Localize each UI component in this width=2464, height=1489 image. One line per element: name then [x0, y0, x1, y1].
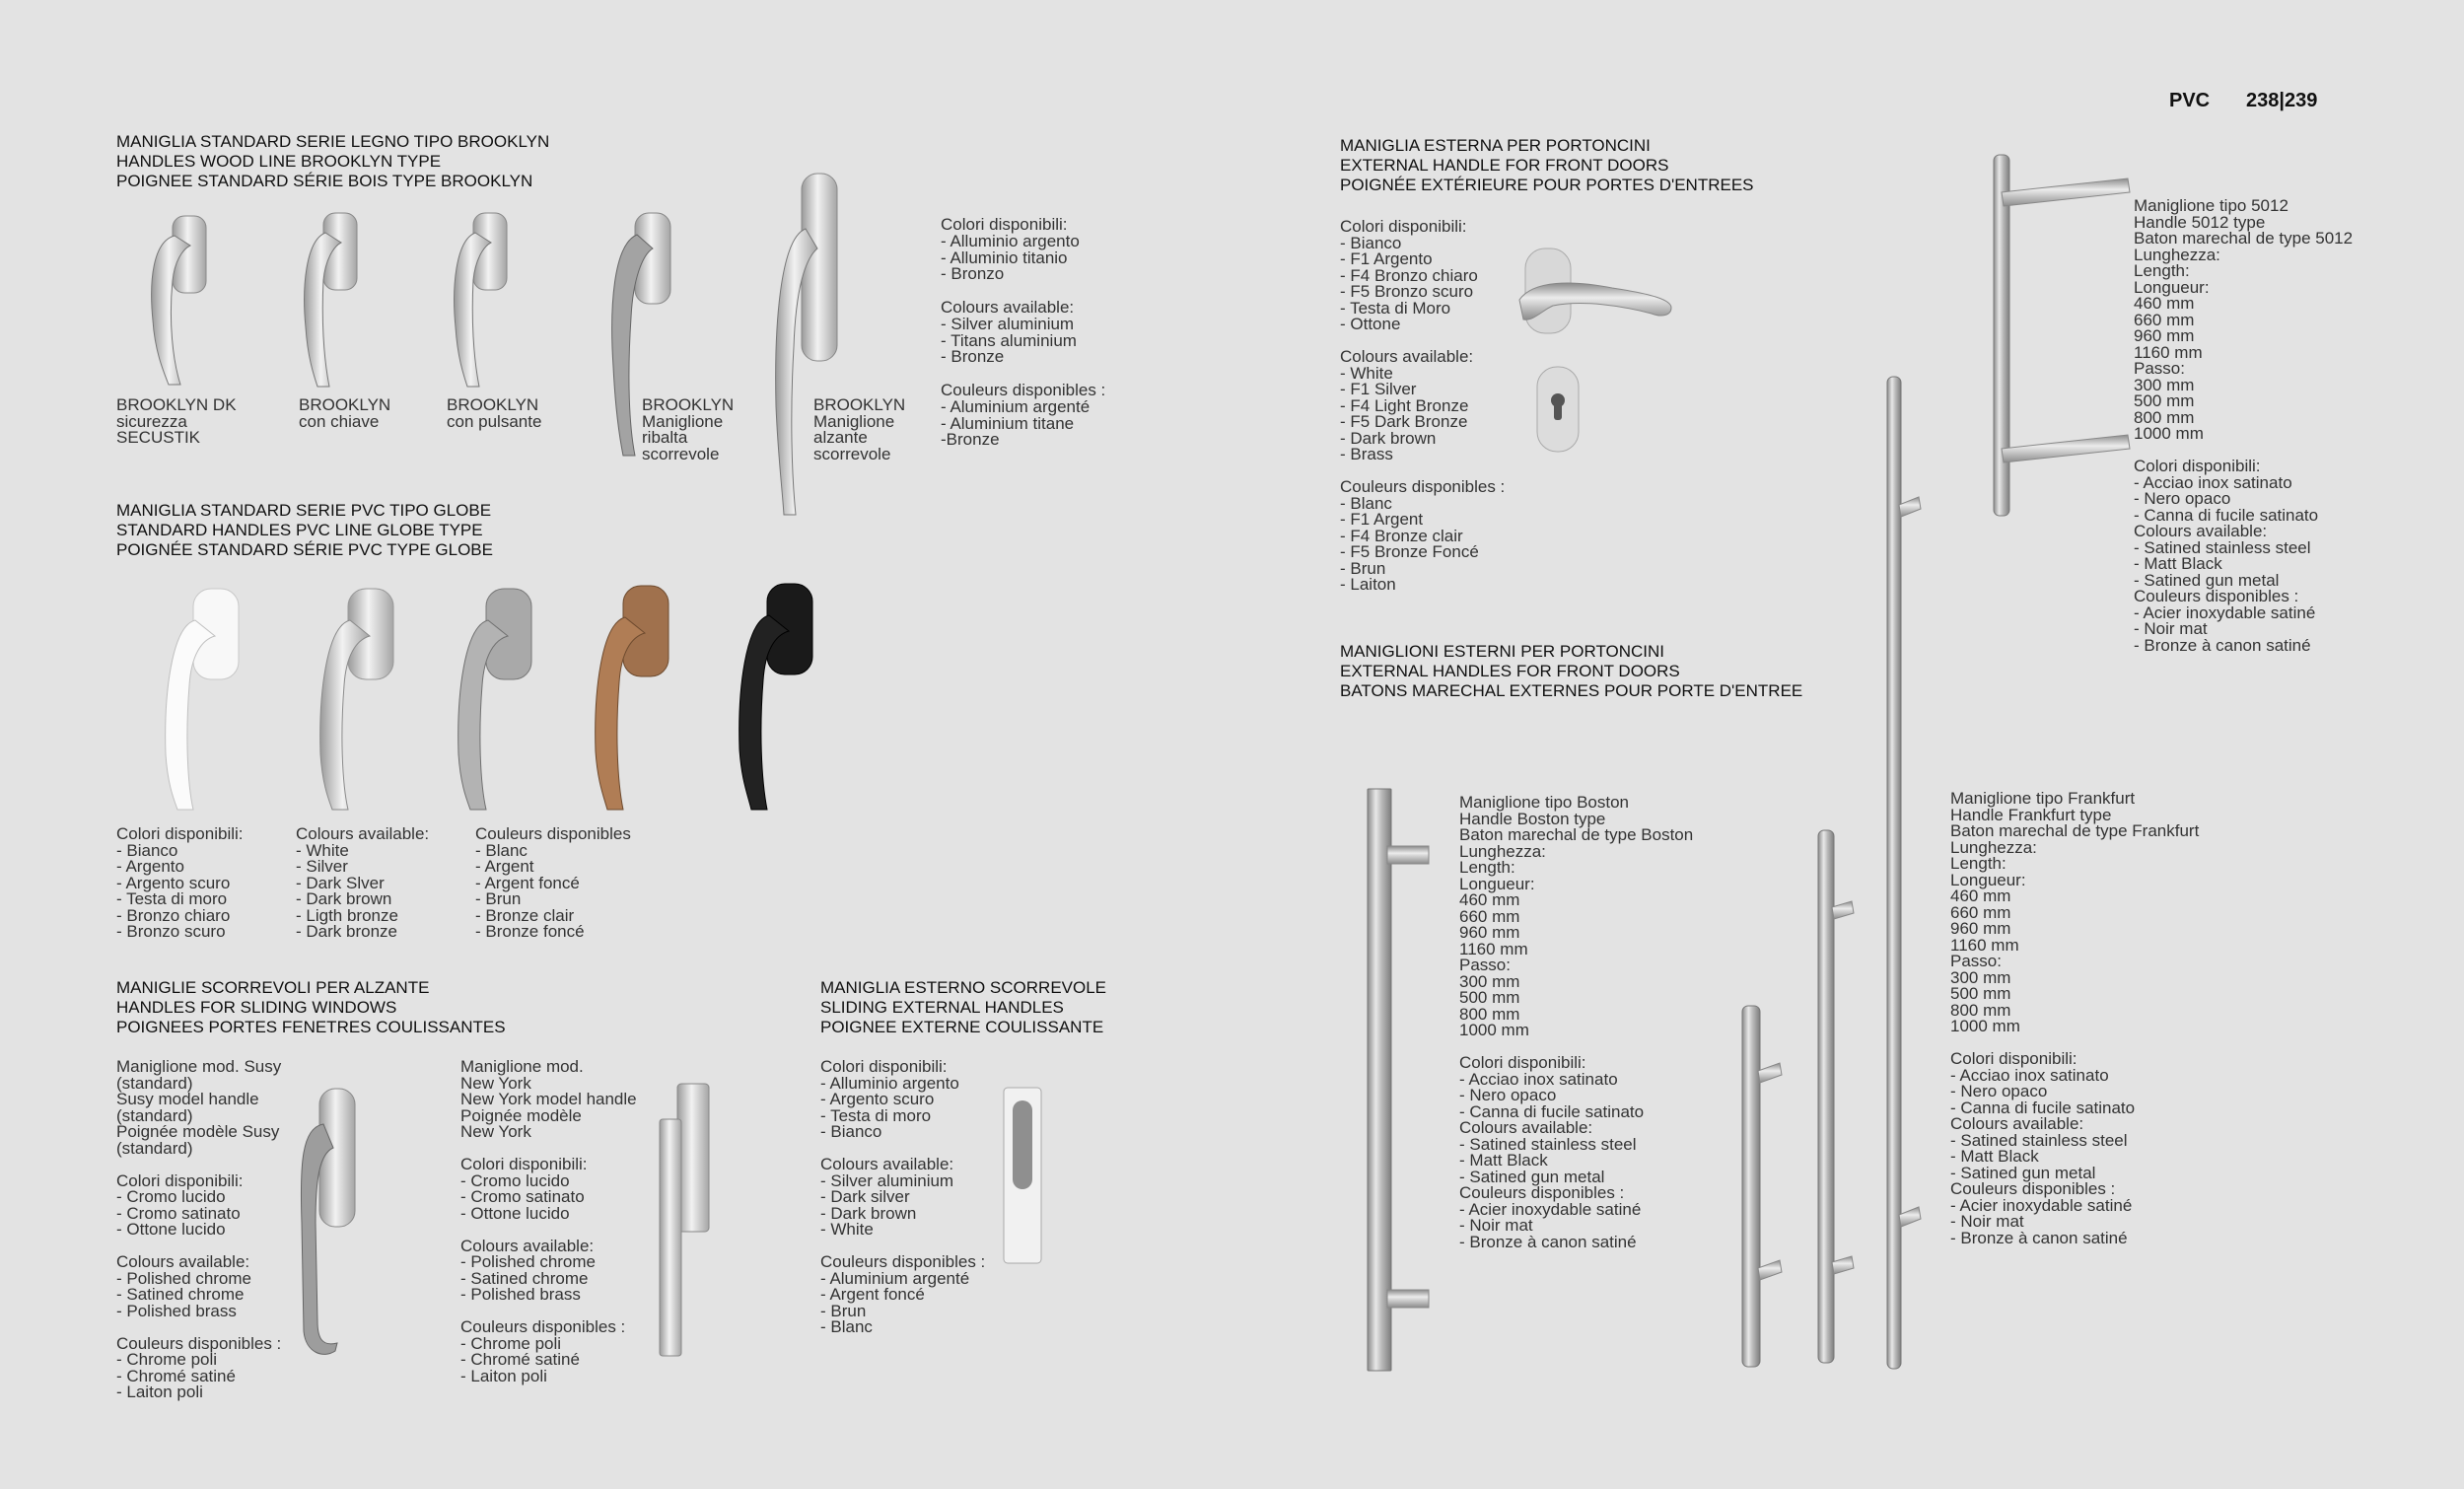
handle-5012-description: Maniglione tipo 5012 Handle 5012 type Baton marechal de type 5012 Lunghezza: Length: Longueur: 460 mm 660 mm 960 mm 1160 mm Passo: 300 mm 500 mm 800 mm 1000 mm Colori disponibili: - Acciao inox satinato - Nero opaco - Canna di fucile satinato Colours available: - Satined stainless steel - Matt Black - Satined gun metal Couleurs disponibles : - Acier inoxydable satiné - Noir mat - Bronze à canon satiné [2134, 196, 2354, 655]
globe-colors-fr: Couleurs disponibles - Blanc - Argent - Argent foncé - Brun - Bronze clair - Bronze foncé [475, 824, 631, 941]
brooklyn-button-handle-image [444, 209, 513, 391]
sliding-ext-handle-image [1001, 1085, 1045, 1267]
globe-handle-white-image [156, 587, 245, 814]
handle-frankfurt-medium-image [1814, 828, 1859, 1366]
globe-colors-en: Colours available: - White - Silver - Dark Slver - Dark brown - Ligth bronze - Dark bronze [296, 824, 430, 941]
brooklyn-heading: MANIGLIA STANDARD SERIE LEGNO TIPO BROOKLYN HANDLES WOOD LINE BROOKLYN TYPE POIGNEE STANDARD SÉRIE BOIS TYPE BROOKLYN [116, 132, 550, 190]
handle-frankfurt-description: Maniglione tipo Frankfurt Handle Frankfurt type Baton marechal de type Frankfurt Lunghezza: Length: Longueur: 460 mm 660 mm 960 mm 1160 mm Passo: 300 mm 500 mm 800 mm 1000 mm Colori disponibili: - Acciao inox satinato - Nero opaco - Canna di fucile satinato Colours available: - Satined stainless steel - Matt Black - Satined gun metal Couleurs disponibles : - Acier inoxydable satiné - Noir mat - Bronze à canon satiné [1950, 789, 2200, 1247]
handle-boston-image [1364, 787, 1433, 1374]
susy-handle-image [294, 1085, 363, 1366]
brooklyn-caption-tilt: BROOKLYN Maniglione ribalta scorrevole [642, 395, 735, 463]
globe-heading: MANIGLIA STANDARD SERIE PVC TIPO GLOBE STANDARD HANDLES PVC LINE GLOBE TYPE POIGNÉE STANDARD SÉRIE PVC TYPE GLOBE [116, 501, 493, 559]
handle-5012-image [1990, 153, 2133, 518]
brooklyn-caption-lift: BROOKLYN Maniglione alzante scorrevole [813, 395, 906, 463]
globe-handle-silver-image [311, 587, 399, 814]
page-number: 238|239 [2246, 90, 2318, 111]
front-door-colors: Colori disponibili: - Bianco - F1 Argento - F4 Bronzo chiaro - F5 Bronzo scuro - Testa di Moro - Ottone Colours available: - White - F1 Silver - F4 Light Bronze - F5 Dark Bronze - Dark brown - Brass Couleurs disponibles : - Blanc - F1 Argent - F4 Bronze clair - F5 Bronze Foncé - Brun - Laiton [1340, 217, 1506, 594]
cylinder-escutcheon-image [1533, 365, 1583, 454]
brooklyn-colors: Colori disponibili: - Alluminio argento - Alluminio titanio - Bronzo Colours available: - Silver aluminium - Titans aluminium - Bronze Couleurs disponibles : - Aluminium argenté - Aluminium titane -Bronze [941, 215, 1106, 450]
globe-handle-black-image [730, 582, 818, 814]
brooklyn-caption-button: BROOKLYN con pulsante [447, 395, 542, 431]
front-door-heading: MANIGLIA ESTERNA PER PORTONCINI EXTERNAL HANDLE FOR FRONT DOORS POIGNÉE EXTÉRIEURE POUR PORTES D'ENTREES [1340, 136, 1754, 194]
brooklyn-dk-handle-image [143, 212, 212, 390]
susy-description: Maniglione mod. Susy (standard) Susy model handle (standard) Poignée modèle Susy (standard) Colori disponibili: - Cromo lucido - Cromo satinato - Ottone lucido Colours available: - Polished chrome - Satined chrome - Polished brass Couleurs disponibles : - Chrome poli - Chromé satiné - Laiton poli [116, 1057, 282, 1401]
handle-boston-description: Maniglione tipo Boston Handle Boston type Baton marechal de type Boston Lunghezza: Length: Longueur: 460 mm 660 mm 960 mm 1160 mm Passo: 300 mm 500 mm 800 mm 1000 mm Colori disponibili: - Acciao inox satinato - Nero opaco - Canna di fucile satinato Colours available: - Satined stainless steel - Matt Black - Satined gun metal Couleurs disponibles : - Acier inoxydable satiné - Noir mat - Bronze à canon satiné [1459, 793, 1694, 1251]
pull-handles-heading: MANIGLIONI ESTERNI PER PORTONCINI EXTERNAL HANDLES FOR FRONT DOORS BATONS MARECHAL EXTERNES POUR PORTE D'ENTREE [1340, 642, 1803, 700]
brooklyn-caption-dk: BROOKLYN DK sicurezza SECUSTIK [116, 395, 237, 447]
newyork-description: Maniglione mod. New York New York model handle Poignée modèle New York Colori disponibili: - Cromo lucido - Cromo satinato - Ottone lucido Colours available: - Polished chrome - Satined chrome - Polished brass Couleurs disponibles : - Chrome poli - Chromé satiné - Laiton poli [460, 1057, 637, 1385]
lever-handle-image [1514, 245, 1676, 338]
globe-handle-dark-silver-image [449, 587, 537, 814]
brooklyn-lift-slide-handle-image [764, 170, 843, 520]
brooklyn-key-handle-image [294, 209, 363, 391]
handle-long-bar-image [1883, 375, 1928, 1371]
globe-colors-it: Colori disponibili: - Bianco - Argento - Argento scuro - Testa di moro - Bronzo chiaro - Bronzo scuro [116, 824, 244, 941]
newyork-handle-image [656, 1080, 715, 1361]
sliding-ext-heading: MANIGLIA ESTERNO SCORREVOLE SLIDING EXTERNAL HANDLES POIGNEE EXTERNE COULISSANTE [820, 978, 1107, 1036]
section-label: PVC [2169, 90, 2211, 111]
brooklyn-caption-key: BROOKLYN con chiave [299, 395, 391, 431]
handle-frankfurt-short-image [1738, 1004, 1788, 1369]
sliding-ext-colors: Colori disponibili: - Alluminio argento - Argento scuro - Testa di moro - Bianco Colours available: - Silver aluminium - Dark silver - Dark brown - White Couleurs disponibles : - Aluminium argenté - Argent foncé - Brun - Blanc [820, 1057, 986, 1336]
sliding-heading: MANIGLIE SCORREVOLI PER ALZANTE HANDLES FOR SLIDING WINDOWS POIGNEES PORTES FENETRES COULISSANTES [116, 978, 506, 1036]
globe-handle-bronze-image [586, 584, 674, 814]
